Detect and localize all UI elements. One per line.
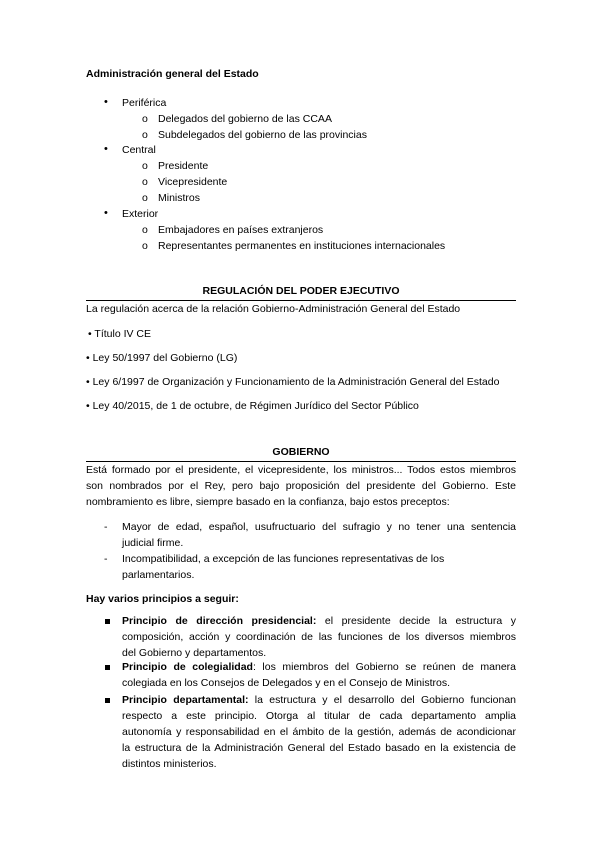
sub-bullet-icon: o [142, 129, 148, 141]
sub-bullet-icon: o [142, 160, 148, 172]
principle-line: distintos ministerios. [122, 758, 217, 770]
admin-title: Administración general del Estado [86, 68, 259, 80]
sub-bullet-icon: o [142, 176, 148, 188]
heading-underline [86, 461, 516, 462]
sub-bullet-icon: o [142, 240, 148, 252]
principle-line: del Gobierno y departamentos. [122, 647, 267, 659]
heading-underline [86, 300, 516, 301]
precept-line: judicial firme. [122, 537, 184, 549]
square-bullet-icon [105, 698, 110, 703]
precept-line: parlamentarios. [122, 569, 195, 581]
bullet-icon: • [104, 143, 108, 155]
list-item: • Título IV CE [88, 328, 152, 340]
principles-title: Hay varios principios a seguir: [86, 593, 239, 605]
section-heading-regulacion: REGULACIÓN DEL PODER EJECUTIVO [202, 285, 400, 297]
square-bullet-icon [105, 619, 110, 624]
sub-bullet-icon: o [142, 113, 148, 125]
principle-line [122, 694, 516, 707]
principle-line: la estructura de la Administración General del Estado basado en la existencia de [122, 742, 516, 754]
group-label-periferica: Periférica [122, 97, 167, 109]
principle-text: la estructura y el desarrollo del Gobierno funcionan [248, 694, 516, 706]
list-item: Embajadores en países extranjeros [158, 224, 324, 236]
square-bullet-icon [105, 665, 110, 670]
bullet-icon: • [104, 96, 108, 108]
sub-bullet-icon: o [142, 192, 148, 204]
list-item: Delegados del gobierno de las CCAA [158, 113, 332, 125]
dash-bullet: - [104, 521, 108, 533]
principle-name: Principio de dirección presidencial: [122, 615, 317, 627]
regulacion-intro: La regulación acerca de la relación Gobierno-Administración General del Estado [86, 303, 461, 315]
principle-line [122, 661, 516, 674]
principle-line: autonomía y responsabilidad en el ámbito de la gestión, además de acondicionar [122, 726, 516, 738]
list-item: Representantes permanentes en instituciones internacionales [158, 240, 446, 252]
gobierno-intro-line: nombramiento es libre, siempre basado en la confianza, bajo estos preceptos: [86, 496, 450, 508]
list-item: • Ley 50/1997 del Gobierno (LG) [86, 352, 238, 364]
principle-line: composición, acción y coordinación de las funciones de los diversos miembros [122, 631, 516, 643]
sub-bullet-icon: o [142, 224, 148, 236]
list-item: Presidente [158, 160, 209, 172]
principle-line: colegiada en los Consejos de Delegados y en el Consejo de Ministros. [122, 677, 451, 689]
list-item: Vicepresidente [158, 176, 228, 188]
gobierno-intro-line: son nombrados por el Rey, pero bajo proposición del presidente del Gobierno. Este [86, 480, 516, 492]
section-heading-gobierno: GOBIERNO [272, 446, 330, 458]
group-label-exterior: Exterior [122, 208, 159, 220]
list-item: Subdelegados del gobierno de las provincias [158, 129, 367, 141]
principle-name: Principio de colegialidad [122, 661, 253, 673]
dash-bullet: - [104, 553, 108, 565]
bullet-icon: • [104, 207, 108, 219]
gobierno-intro-line: Está formado por el presidente, el vicepresidente, los ministros... Todos estos miembros [86, 464, 516, 476]
precept-line: Incompatibilidad, a excepción de las funciones representativas de los [122, 553, 445, 565]
list-item: Ministros [158, 192, 201, 204]
precept-line: Mayor de edad, español, usufructuario del sufragio y no tener una sentencia [122, 521, 516, 533]
list-item: • Ley 40/2015, de 1 de octubre, de Régimen Jurídico del Sector Público [86, 400, 419, 412]
principle-text: el presidente decide la estructura y [316, 615, 516, 627]
principle-line: respecto a este principio. Otorga al titular de cada departamento amplia [122, 710, 516, 722]
principle-text: : los miembros del Gobierno se reúnen de manera [252, 661, 516, 673]
principle-name: Principio departamental: [122, 694, 249, 706]
group-label-central: Central [122, 144, 156, 156]
list-item: • Ley 6/1997 de Organización y Funcionamiento de la Administración General del Estado [86, 376, 500, 388]
principle-line [122, 615, 516, 628]
